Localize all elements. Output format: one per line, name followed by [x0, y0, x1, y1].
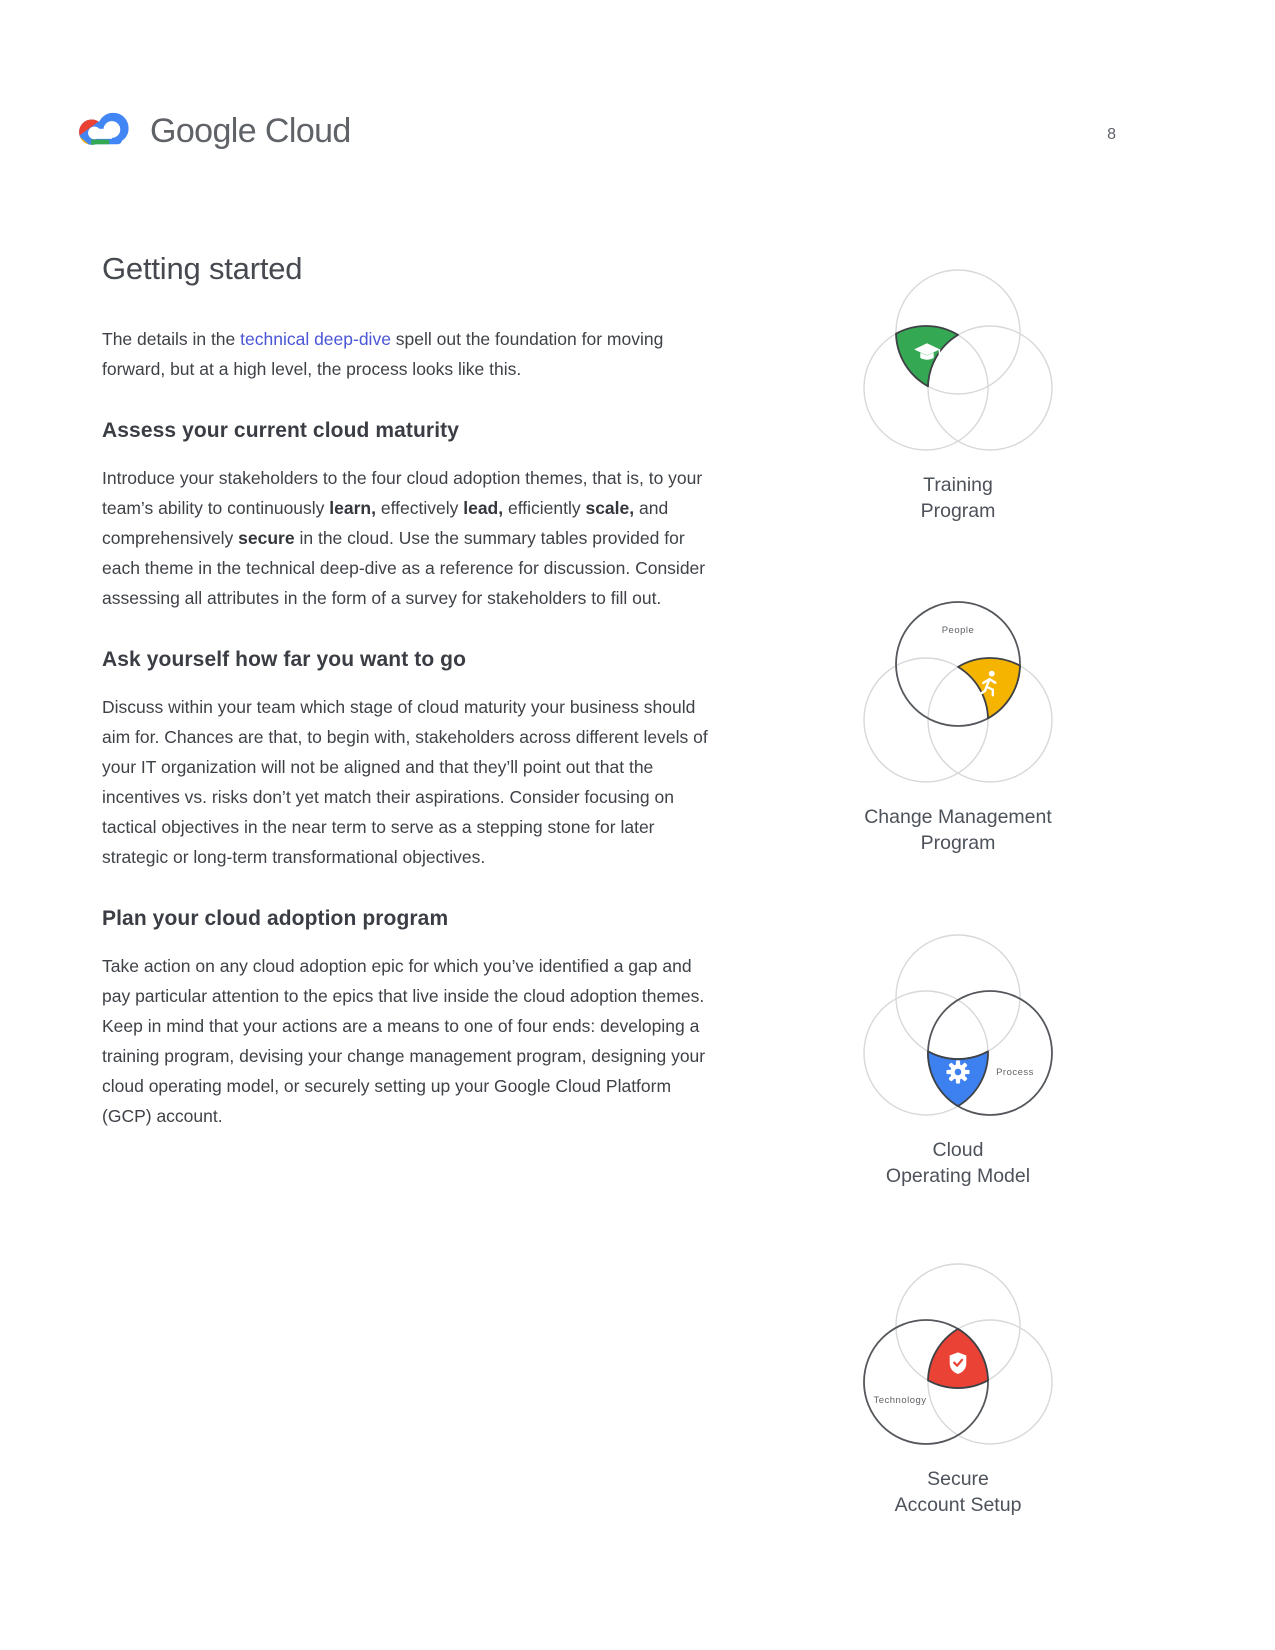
emphasized-text: lead,	[463, 498, 504, 518]
venn-canvas	[858, 257, 1058, 457]
section-paragraph	[102, 692, 708, 872]
logo-wordmark	[150, 112, 351, 151]
google-cloud-logo	[71, 104, 351, 159]
section-heading: Ask yourself how far you want to go	[102, 648, 467, 671]
venn-canvas	[858, 922, 1058, 1122]
venn-diagram-secure-account-setup	[808, 1251, 1108, 1518]
diagram-caption-line: Training	[923, 474, 993, 496]
venn-diagram-change-management	[808, 589, 1108, 856]
logo-brand: Google	[150, 112, 257, 150]
venn-canvas	[858, 1251, 1058, 1451]
emphasized-text: scale,	[585, 498, 635, 518]
diagram-caption	[808, 804, 1108, 856]
emphasized-text: secure	[238, 528, 295, 548]
page-number: 8	[1107, 126, 1116, 143]
body-text: spell out the foundation for moving forward, but at a high level, the process looks like this.	[102, 329, 664, 379]
diagram-caption	[808, 472, 1108, 524]
body-text: Introduce your stakeholders to the four cloud adoption themes, that is, to your team’s ability to continuously	[102, 468, 703, 518]
logo-product: Cloud	[264, 112, 351, 150]
diagram-caption-line: Operating Model	[885, 1165, 1031, 1187]
venn-circle-top	[896, 935, 1020, 1059]
body-text: and comprehensively	[102, 498, 669, 548]
section-paragraph	[102, 951, 708, 1131]
google-cloud-logo-icon	[71, 104, 138, 159]
diagram-caption	[808, 1137, 1108, 1189]
section-heading: Plan your cloud adoption program	[102, 907, 449, 930]
intro-paragraph	[102, 324, 708, 384]
diagram-caption-line: Program	[920, 832, 996, 854]
venn-canvas	[858, 589, 1058, 789]
diagram-caption-line: Account Setup	[894, 1494, 1022, 1516]
body-text: Take action on any cloud adoption epic for which you’ve identified a gap and pay particular attention to the epics that live inside the cloud adoption themes. Keep in mind that your actions are a means to one of four ends: developing a training program, devising your change management program, designing your cloud operating model, or securely setting up your Google Cloud Platform (GCP) account.	[102, 956, 706, 1126]
body-text: in the cloud. Use the summary tables provided for each theme in the technical deep-dive as a reference for discussion. Consider assessing all attributes in the form of a survey for stakeholders to fill out.	[102, 528, 706, 608]
diagram-caption	[808, 1466, 1108, 1518]
venn-diagram-cloud-operating-model	[808, 922, 1108, 1189]
body-text: efficiently	[503, 498, 586, 518]
diagram-caption-line: Change Management	[864, 806, 1052, 828]
body-text: Discuss within your team which stage of cloud maturity your business should aim for. Chances are that, to begin with, stakeholders across different levels of your IT organization will not be aligned and that they’ll point out that the incentives vs. risks don’t yet match their aspirations. Consider focusing on tactical objectives in the near term to serve as a stepping stone for later strategic or long-term transformational objectives.	[102, 697, 708, 867]
section-paragraph	[102, 463, 708, 613]
page-title: Getting started	[102, 251, 303, 286]
diagram-caption-line: Program	[920, 500, 996, 522]
diagram-caption-line: Secure	[927, 1468, 989, 1490]
article	[102, 248, 708, 1164]
body-text: The details in the	[102, 329, 241, 349]
venn-diagram-training	[808, 257, 1108, 524]
emphasized-text: learn,	[329, 498, 376, 518]
circle-label: Process	[996, 1067, 1034, 1078]
circle-label: People	[941, 625, 975, 636]
circle-label: Technology	[873, 1395, 927, 1406]
section-heading: Assess your current cloud maturity	[102, 419, 460, 442]
body-text: effectively	[376, 498, 464, 518]
technical-deep-dive-link[interactable]: technical deep-dive	[240, 329, 391, 349]
diagram-caption-line: Cloud	[932, 1139, 984, 1161]
